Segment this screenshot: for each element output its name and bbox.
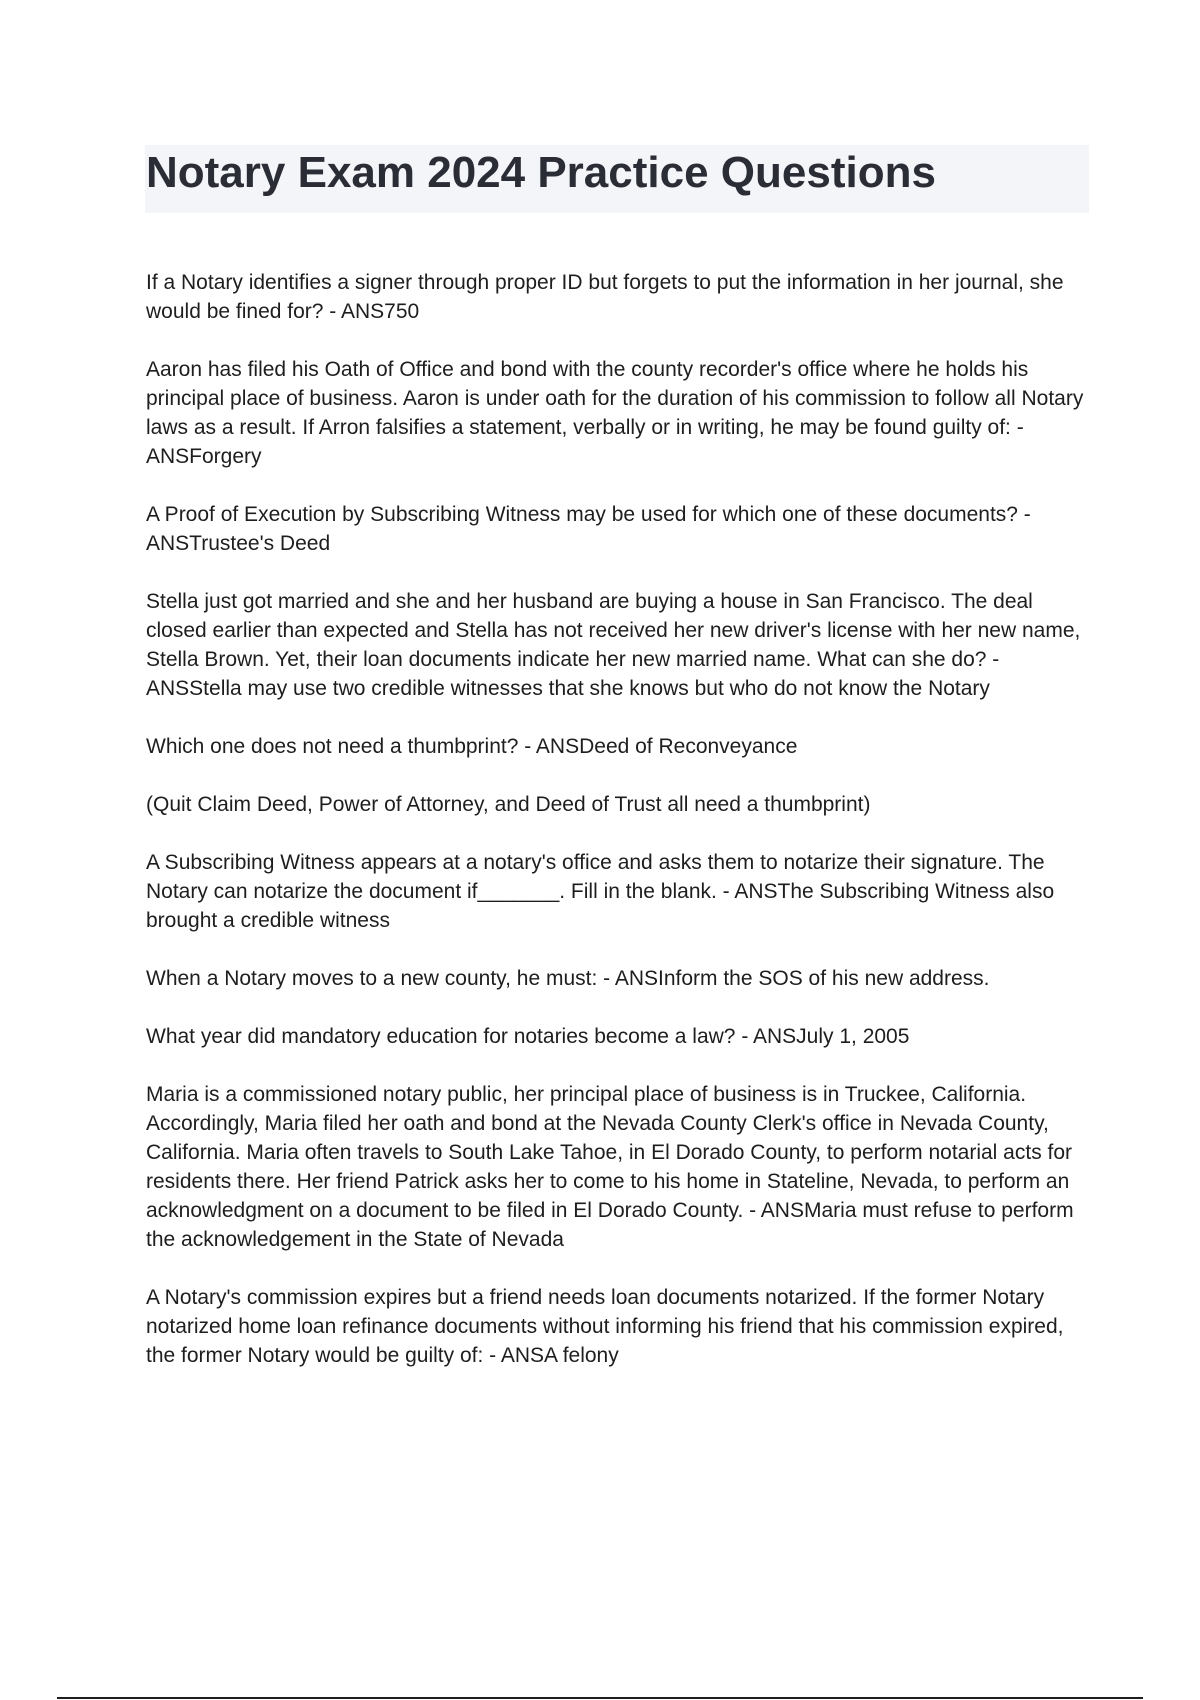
question-note: (Quit Claim Deed, Power of Attorney, and Deed of Trust all need a thumbprint) bbox=[146, 793, 871, 816]
document-title: Notary Exam 2024 Practice Questions bbox=[146, 148, 936, 197]
question-item: What year did mandatory education for notaries become a law? - ANSJuly 1, 2005 bbox=[146, 1025, 910, 1048]
question-item: Stella just got married and she and her husband are buying a house in San Francisco. The deal closed earlier than expected and Stella has not received her new driver's license with her new name, Stella Brown. Yet, their loan documents indicate her new married name. What can she do? - ANSStella may use two credible witnesses that she knows but who do not know the Notary bbox=[146, 590, 1081, 700]
question-list bbox=[146, 268, 1091, 1399]
question-item: When a Notary moves to a new county, he must: - ANSInform the SOS of his new address. bbox=[146, 967, 990, 990]
question-item: Aaron has filed his Oath of Office and bond with the county recorder's office where he holds his principal place of business. Aaron is under oath for the duration of his commission to follow all Notary laws as a result. If Arron falsifies a statement, verbally or in writing, he may be found guilty of: - ANSForgery bbox=[146, 358, 1084, 468]
question-item: Maria is a commissioned notary public, her principal place of business is in Truckee, California. Accordingly, Maria filed her oath and bond at the Nevada County Clerk's office in Nevada County, California. Maria often travels to South Lake Tahoe, in El Dorado County, to perform notarial acts for residents there. Her friend Patrick asks her to come to his home in Stateline, Nevada, to perform an acknowledgment on a document to be filed in El Dorado County. - ANSMaria must refuse to perform the acknowledgement in the State of Nevada bbox=[146, 1083, 1074, 1251]
question-item: A Notary's commission expires but a friend needs loan documents notarized. If the former Notary notarized home loan refinance documents without informing his friend that his commission expired, the former Notary would be guilty of: - ANSA felony bbox=[146, 1286, 1064, 1367]
footer-divider bbox=[57, 1697, 1143, 1699]
question-item: A Subscribing Witness appears at a notary's office and asks them to notarize their signature. The Notary can notarize the document if_______. Fill in the blank. - ANSThe Subscribing Witness also brought a credible witness bbox=[146, 851, 1055, 932]
question-item: A Proof of Execution by Subscribing Witness may be used for which one of these documents? - ANSTrustee's Deed bbox=[146, 503, 1031, 555]
question-item: If a Notary identifies a signer through proper ID but forgets to put the information in her journal, she would be fined for? - ANS750 bbox=[146, 271, 1064, 323]
question-item: Which one does not need a thumbprint? - ANSDeed of Reconveyance bbox=[146, 735, 798, 758]
